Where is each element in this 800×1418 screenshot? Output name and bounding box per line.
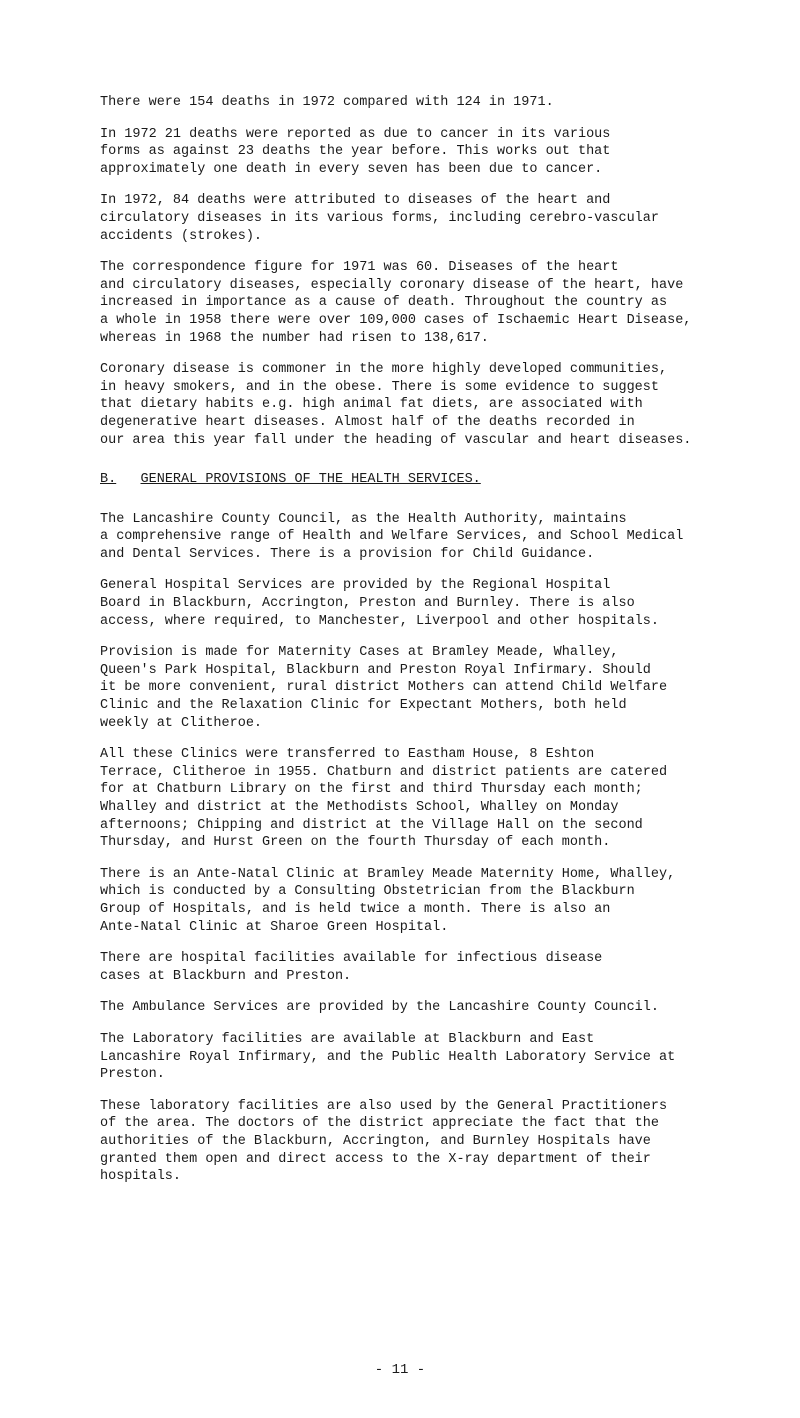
section-title: GENERAL PROVISIONS OF THE HEALTH SERVICES.: [140, 472, 481, 488]
text-line: hospitals.: [100, 1169, 182, 1185]
text-line: for at Chatburn Library on the first and third Thursday each month;: [100, 782, 643, 798]
text-line: afternoons; Chipping and district at the Village Hall on the second: [100, 817, 643, 833]
paragraph: [100, 866, 740, 936]
text-line: The Lancashire County Council, as the Health Authority, maintains: [100, 511, 627, 527]
text-line: Board in Blackburn, Accrington, Preston and Burnley. There is also: [100, 596, 635, 612]
paragraph: [100, 511, 740, 564]
paragraph: [100, 361, 740, 449]
document-page: [100, 94, 740, 1200]
text-line: circulatory diseases in its various forms, including cerebro-vascular: [100, 210, 659, 226]
section-heading: [100, 471, 740, 489]
text-line: authorities of the Blackburn, Accrington, and Burnley Hospitals have: [100, 1133, 651, 1149]
text-line: There is an Ante-Natal Clinic at Bramley Meade Maternity Home, Whalley,: [100, 866, 676, 882]
text-line: granted them open and direct access to the X-ray department of their: [100, 1151, 651, 1167]
text-line: and circulatory diseases, especially coronary disease of the heart, have: [100, 277, 684, 293]
text-line: increased in importance as a cause of death. Throughout the country as: [100, 295, 668, 311]
paragraph: [100, 950, 740, 985]
body-text-after-section: [100, 511, 740, 1186]
text-line: Terrace, Clitheroe in 1955. Chatburn and district patients are catered: [100, 764, 668, 780]
text-line: that dietary habits e.g. high animal fat diets, are associated with: [100, 397, 643, 413]
text-line: Queen's Park Hospital, Blackburn and Preston Royal Infirmary. Should: [100, 662, 651, 678]
text-line: Lancashire Royal Infirmary, and the Public Health Laboratory Service at: [100, 1049, 676, 1065]
text-line: There were 154 deaths in 1972 compared with 124 in 1971.: [100, 95, 554, 110]
text-line: approximately one death in every seven has been due to cancer.: [100, 161, 603, 177]
paragraph: [100, 126, 740, 179]
text-line: These laboratory facilities are also used by the General Practitioners: [100, 1098, 668, 1114]
text-line: forms as against 23 deaths the year before. This works out that: [100, 144, 611, 160]
paragraph: [100, 94, 740, 112]
text-line: and Dental Services. There is a provision for Child Guidance.: [100, 546, 595, 562]
paragraph: [100, 999, 740, 1017]
text-line: Provision is made for Maternity Cases at Bramley Meade, Whalley,: [100, 645, 619, 661]
text-line: in heavy smokers, and in the obese. There is some evidence to suggest: [100, 379, 659, 395]
page-number: - 11 -: [374, 1362, 426, 1378]
text-line: accidents (strokes).: [100, 228, 263, 244]
text-line: access, where required, to Manchester, Liverpool and other hospitals.: [100, 613, 659, 629]
paragraph: [100, 1031, 740, 1084]
text-line: our area this year fall under the heading of vascular and heart diseases.: [100, 432, 692, 448]
paragraph: [100, 192, 740, 245]
text-line: whereas in 1968 the number had risen to 138,617.: [100, 330, 489, 346]
section-letter: B.: [100, 472, 117, 488]
paragraph: [100, 1098, 740, 1186]
text-line: In 1972 21 deaths were reported as due to cancer in its various: [100, 126, 611, 142]
paragraph: [100, 644, 740, 732]
text-line: The Laboratory facilities are available at Blackburn and East: [100, 1031, 595, 1047]
text-line: of the area. The doctors of the district appreciate the fact that the: [100, 1116, 659, 1132]
text-line: a comprehensive range of Health and Welfare Services, and School Medical: [100, 529, 684, 545]
text-line: Whalley and district at the Methodists School, Whalley on Monday: [100, 800, 619, 815]
text-line: There are hospital facilities available for infectious disease: [100, 951, 603, 967]
text-line: weekly at Clitheroe.: [100, 715, 263, 731]
body-text-before-section: [100, 94, 740, 449]
text-line: it be more convenient, rural district Mothers can attend Child Welfare: [100, 680, 668, 696]
text-line: The Ambulance Services are provided by the Lancashire County Council.: [100, 1000, 659, 1016]
text-line: The correspondence figure for 1971 was 60. Diseases of the heart: [100, 260, 619, 276]
paragraph: [100, 746, 740, 852]
text-line: cases at Blackburn and Preston.: [100, 968, 352, 984]
text-line: Thursday, and Hurst Green on the fourth Thursday of each month.: [100, 835, 611, 851]
text-line: Clinic and the Relaxation Clinic for Expectant Mothers, both held: [100, 698, 627, 714]
text-line: In 1972, 84 deaths were attributed to diseases of the heart and: [100, 193, 611, 209]
text-line: degenerative heart diseases. Almost half of the deaths recorded in: [100, 414, 635, 430]
text-line: Group of Hospitals, and is held twice a month. There is also an: [100, 901, 611, 917]
text-line: Preston.: [100, 1067, 165, 1083]
paragraph: [100, 577, 740, 630]
text-line: Coronary disease is commoner in the more highly developed communities,: [100, 362, 668, 378]
text-line: Ante-Natal Clinic at Sharoe Green Hospital.: [100, 919, 449, 935]
paragraph: [100, 259, 740, 347]
text-line: a whole in 1958 there were over 109,000 cases of Ischaemic Heart Disease,: [100, 312, 692, 328]
text-line: All these Clinics were transferred to Eastham House, 8 Eshton: [100, 747, 595, 763]
text-line: which is conducted by a Consulting Obstetrician from the Blackburn: [100, 884, 635, 900]
text-line: General Hospital Services are provided by the Regional Hospital: [100, 578, 611, 594]
